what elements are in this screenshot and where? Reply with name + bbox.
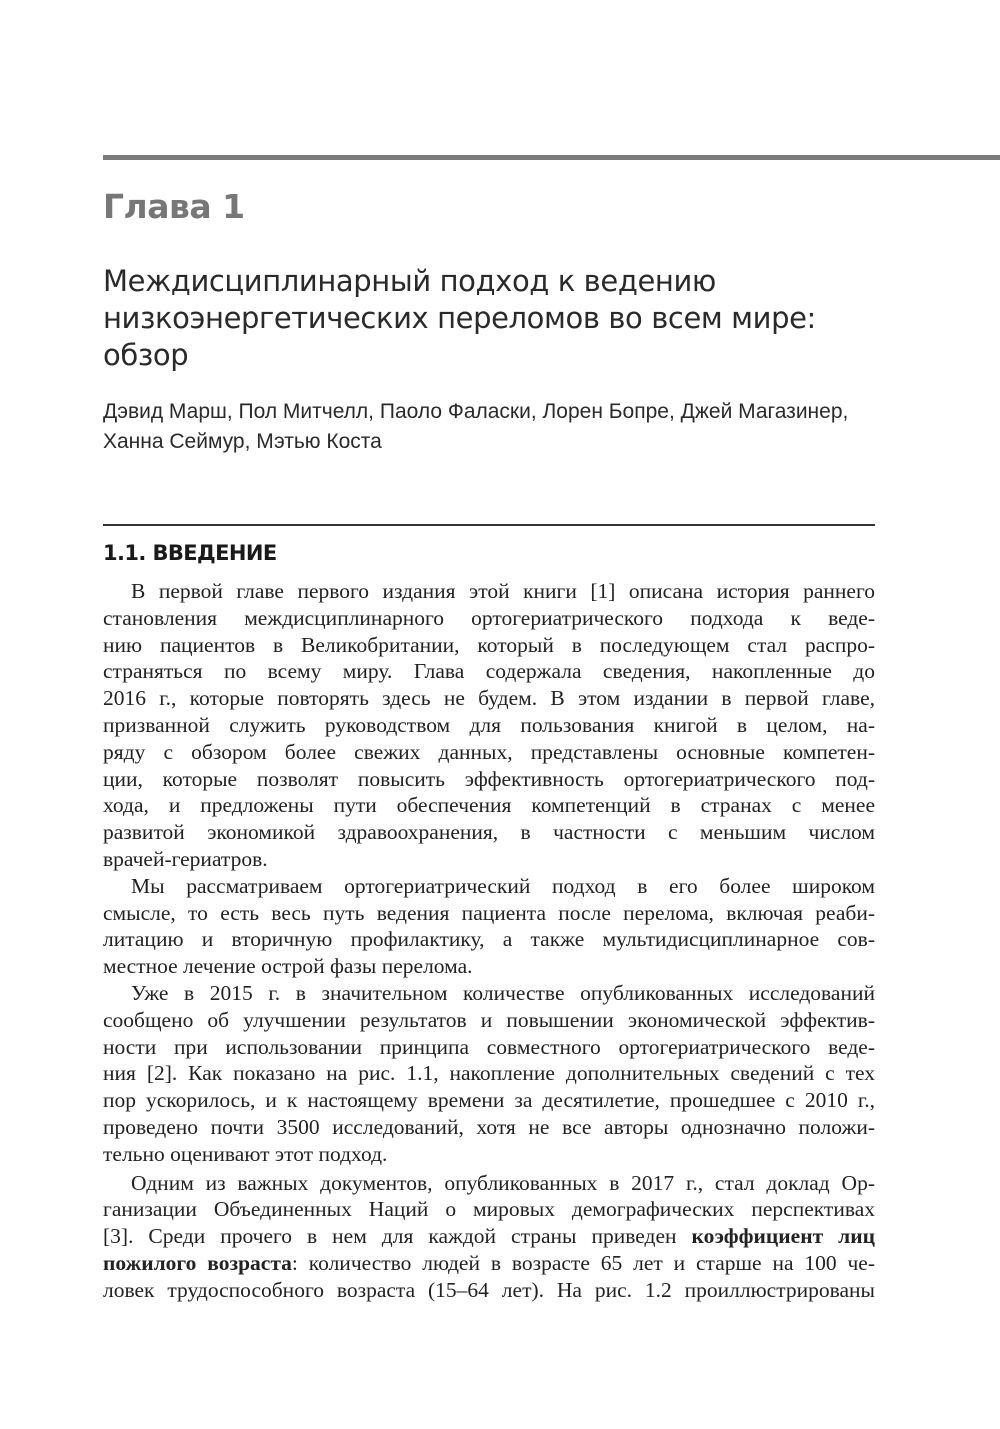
authors-line: Ханна Сеймур, Мэтью Коста: [103, 430, 382, 453]
text-line: сообщено об улучшении результатов и повышении экономической эффектив-: [103, 1007, 875, 1032]
text-line: развитой экономикой здравоохранения, в частности с меньшим числом: [103, 820, 875, 845]
text-line: Одним из важных документов, опубликованных в 2017 г., стал доклад Ор-: [131, 1170, 875, 1195]
text-run: : количество людей в возрасте 65 лет и старше на 100 че-: [291, 1250, 875, 1275]
chapter-title-line: низкоэнергетических переломов во всем мире:: [103, 301, 816, 335]
text-line: нию пациентов в Великобритании, который в последующем стал распро-: [103, 632, 875, 657]
text-line: 2016 г., которые повторять здесь не будем. В этом издании в первой главе,: [103, 686, 875, 711]
text-line: ности при использовании принципа совместного ортогериатрического веде-: [103, 1034, 875, 1059]
text-run: [3]. Среди прочего в нем для каждой страны приведен: [103, 1224, 692, 1249]
text-line: становления междисциплинарного ортогериатрического подхода к веде-: [103, 605, 875, 630]
text-line: ряду с обзором более свежих данных, представлены основные компетен-: [103, 739, 875, 764]
text-line: хода, и предложены пути обеспечения компетенций в странах с менее: [103, 793, 875, 818]
text-line: [103, 1223, 875, 1250]
chapter-title: [103, 263, 903, 374]
text-line: ганизации Объединенных Наций о мировых демографических перспективах: [103, 1197, 875, 1222]
text-line: Уже в 2015 г. в значительном количестве опубликованных исследований: [131, 980, 875, 1005]
chapter-top-rule: [103, 155, 1000, 160]
text-line: пор ускорилось, и к настоящему времени за десятилетие, прошедшее с 2010 г.,: [103, 1088, 875, 1113]
text-line: Мы рассматриваем ортогериатрический подход в его более широком: [131, 873, 875, 898]
text-line: призванной служить руководством для пользования книгой в целом, на-: [103, 712, 875, 737]
paragraph-1: [103, 578, 875, 873]
paragraph-4: [103, 1170, 875, 1304]
text-line: тельно оценивают этот подход.: [103, 1141, 388, 1166]
text-line: литацию и вторичную профилактику, а также мультидисциплинарное сов-: [103, 927, 875, 952]
chapter-title-line: Междисциплинарный подход к ведению: [103, 264, 716, 298]
paragraph-2: [103, 873, 875, 980]
text-line: [103, 1250, 875, 1277]
text-line: местное лечение острой фазы перелома.: [103, 954, 473, 979]
text-line: смысле, то есть весь путь ведения пациента после перелома, включая реаби-: [103, 900, 875, 925]
text-line: проведено почти 3500 исследований, хотя не все авторы однозначно положи-: [103, 1114, 875, 1139]
text-line: врачей-гериатров.: [103, 846, 268, 871]
text-line: ловек трудоспособного возраста (15–64 лет). На рис. 1.2 проиллюстрированы: [103, 1277, 875, 1302]
authors-line: Дэвид Марш, Пол Митчелл, Паоло Фаласки, Лорен Бопре, Джей Магазинер,: [103, 400, 849, 423]
text-line: ции, которые позволят повысить эффективность ортогериатрического под-: [103, 766, 875, 791]
body-text: [103, 578, 875, 1304]
paragraph-3: [103, 980, 875, 1168]
chapter-title-line: обзор: [103, 338, 189, 372]
text-line: страняться по всему миру. Глава содержала сведения, накопленные до: [103, 659, 875, 684]
chapter-authors: [103, 397, 883, 457]
term-bold: коэффициент лиц: [691, 1224, 875, 1249]
text-line: ния [2]. Как показано на рис. 1.1, накопление дополнительных сведений с тех: [103, 1061, 875, 1086]
term-bold: пожилого возраста: [103, 1250, 292, 1275]
text-line: В первой главе первого издания этой книги [1] описана история раннего: [131, 579, 875, 603]
chapter-label: Глава 1: [103, 187, 245, 226]
section-rule: [103, 524, 875, 526]
section-heading: 1.1. ВВЕДЕНИЕ: [103, 541, 277, 565]
